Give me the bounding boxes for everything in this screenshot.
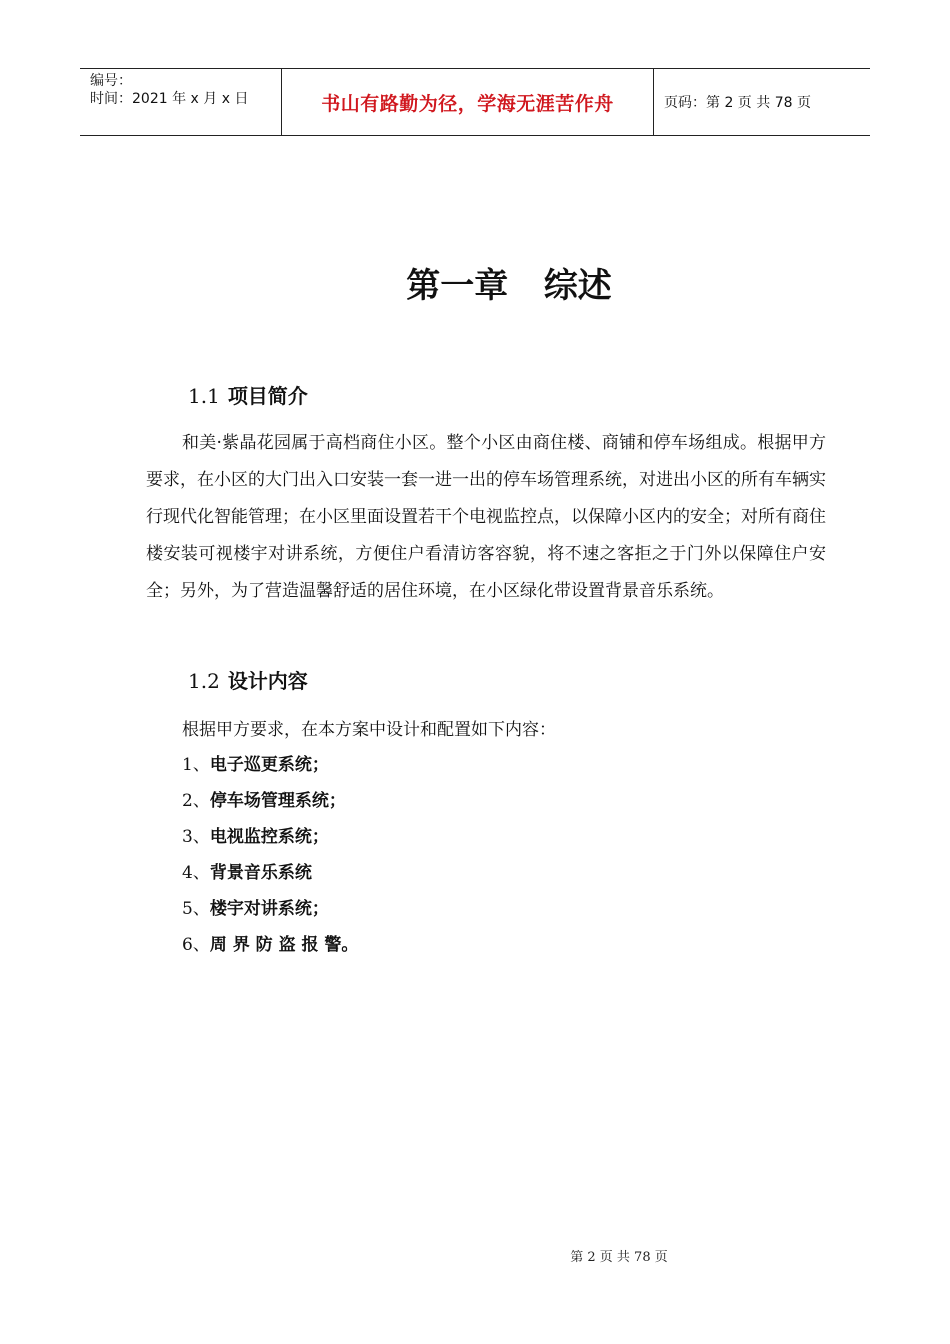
section-heading-1-2	[188, 665, 308, 694]
section-title: 项目简介	[227, 384, 308, 408]
design-intro-text: 根据甲方要求，在本方案中设计和配置如下内容：	[182, 720, 556, 740]
header-page-cell	[654, 69, 870, 135]
document-header	[80, 68, 870, 136]
list-item: 6、周 界 防 盗 报 警。	[182, 935, 359, 955]
page-footer: 第 2 页 共 78 页	[570, 1250, 668, 1265]
header-page-info: 页码：第 2 页 共 78 页	[664, 95, 811, 111]
list-item: 3、电视监控系统；	[182, 827, 329, 847]
list-item: 2、停车场管理系统；	[182, 791, 346, 811]
header-motto: 书山有路勤为径，学海无涯苦作舟	[321, 92, 614, 115]
section-number: 1.1	[188, 384, 220, 408]
list-item: 1、电子巡更系统；	[182, 755, 329, 775]
section-number: 1.2	[188, 669, 220, 693]
section-heading-1-1	[188, 380, 308, 409]
document-time-label: 时间：2021 年 x 月 x 日	[90, 91, 249, 107]
project-intro-paragraph: 和美·紫晶花园属于高档商住小区。整个小区由商住楼、商铺和停车场组成。根据甲方要求，在小区的大门出入口安装一套一进一出的停车场管理系统，对进出小区的所有车辆实行现代化智能管理；在小区里面设置若干个电视监控点，以保障小区内的安全；对所有商住楼安装可视楼宇对讲系统，方便住户看清访客容貌，将不速之客拒之于门外以保障住户安全；另外，为了营造温馨舒适的居住环境，在小区绿化带设置背景音乐系统。	[146, 433, 826, 601]
section-title: 设计内容	[227, 669, 308, 693]
list-item: 5、楼宇对讲系统；	[182, 899, 329, 919]
header-left-cell	[80, 69, 281, 135]
document-number-label: 编号：	[90, 73, 132, 89]
chapter-title: 第一章 综述	[406, 266, 612, 306]
design-content-list	[182, 750, 358, 966]
header-motto-cell	[281, 69, 654, 135]
list-item: 4、背景音乐系统	[182, 863, 312, 883]
